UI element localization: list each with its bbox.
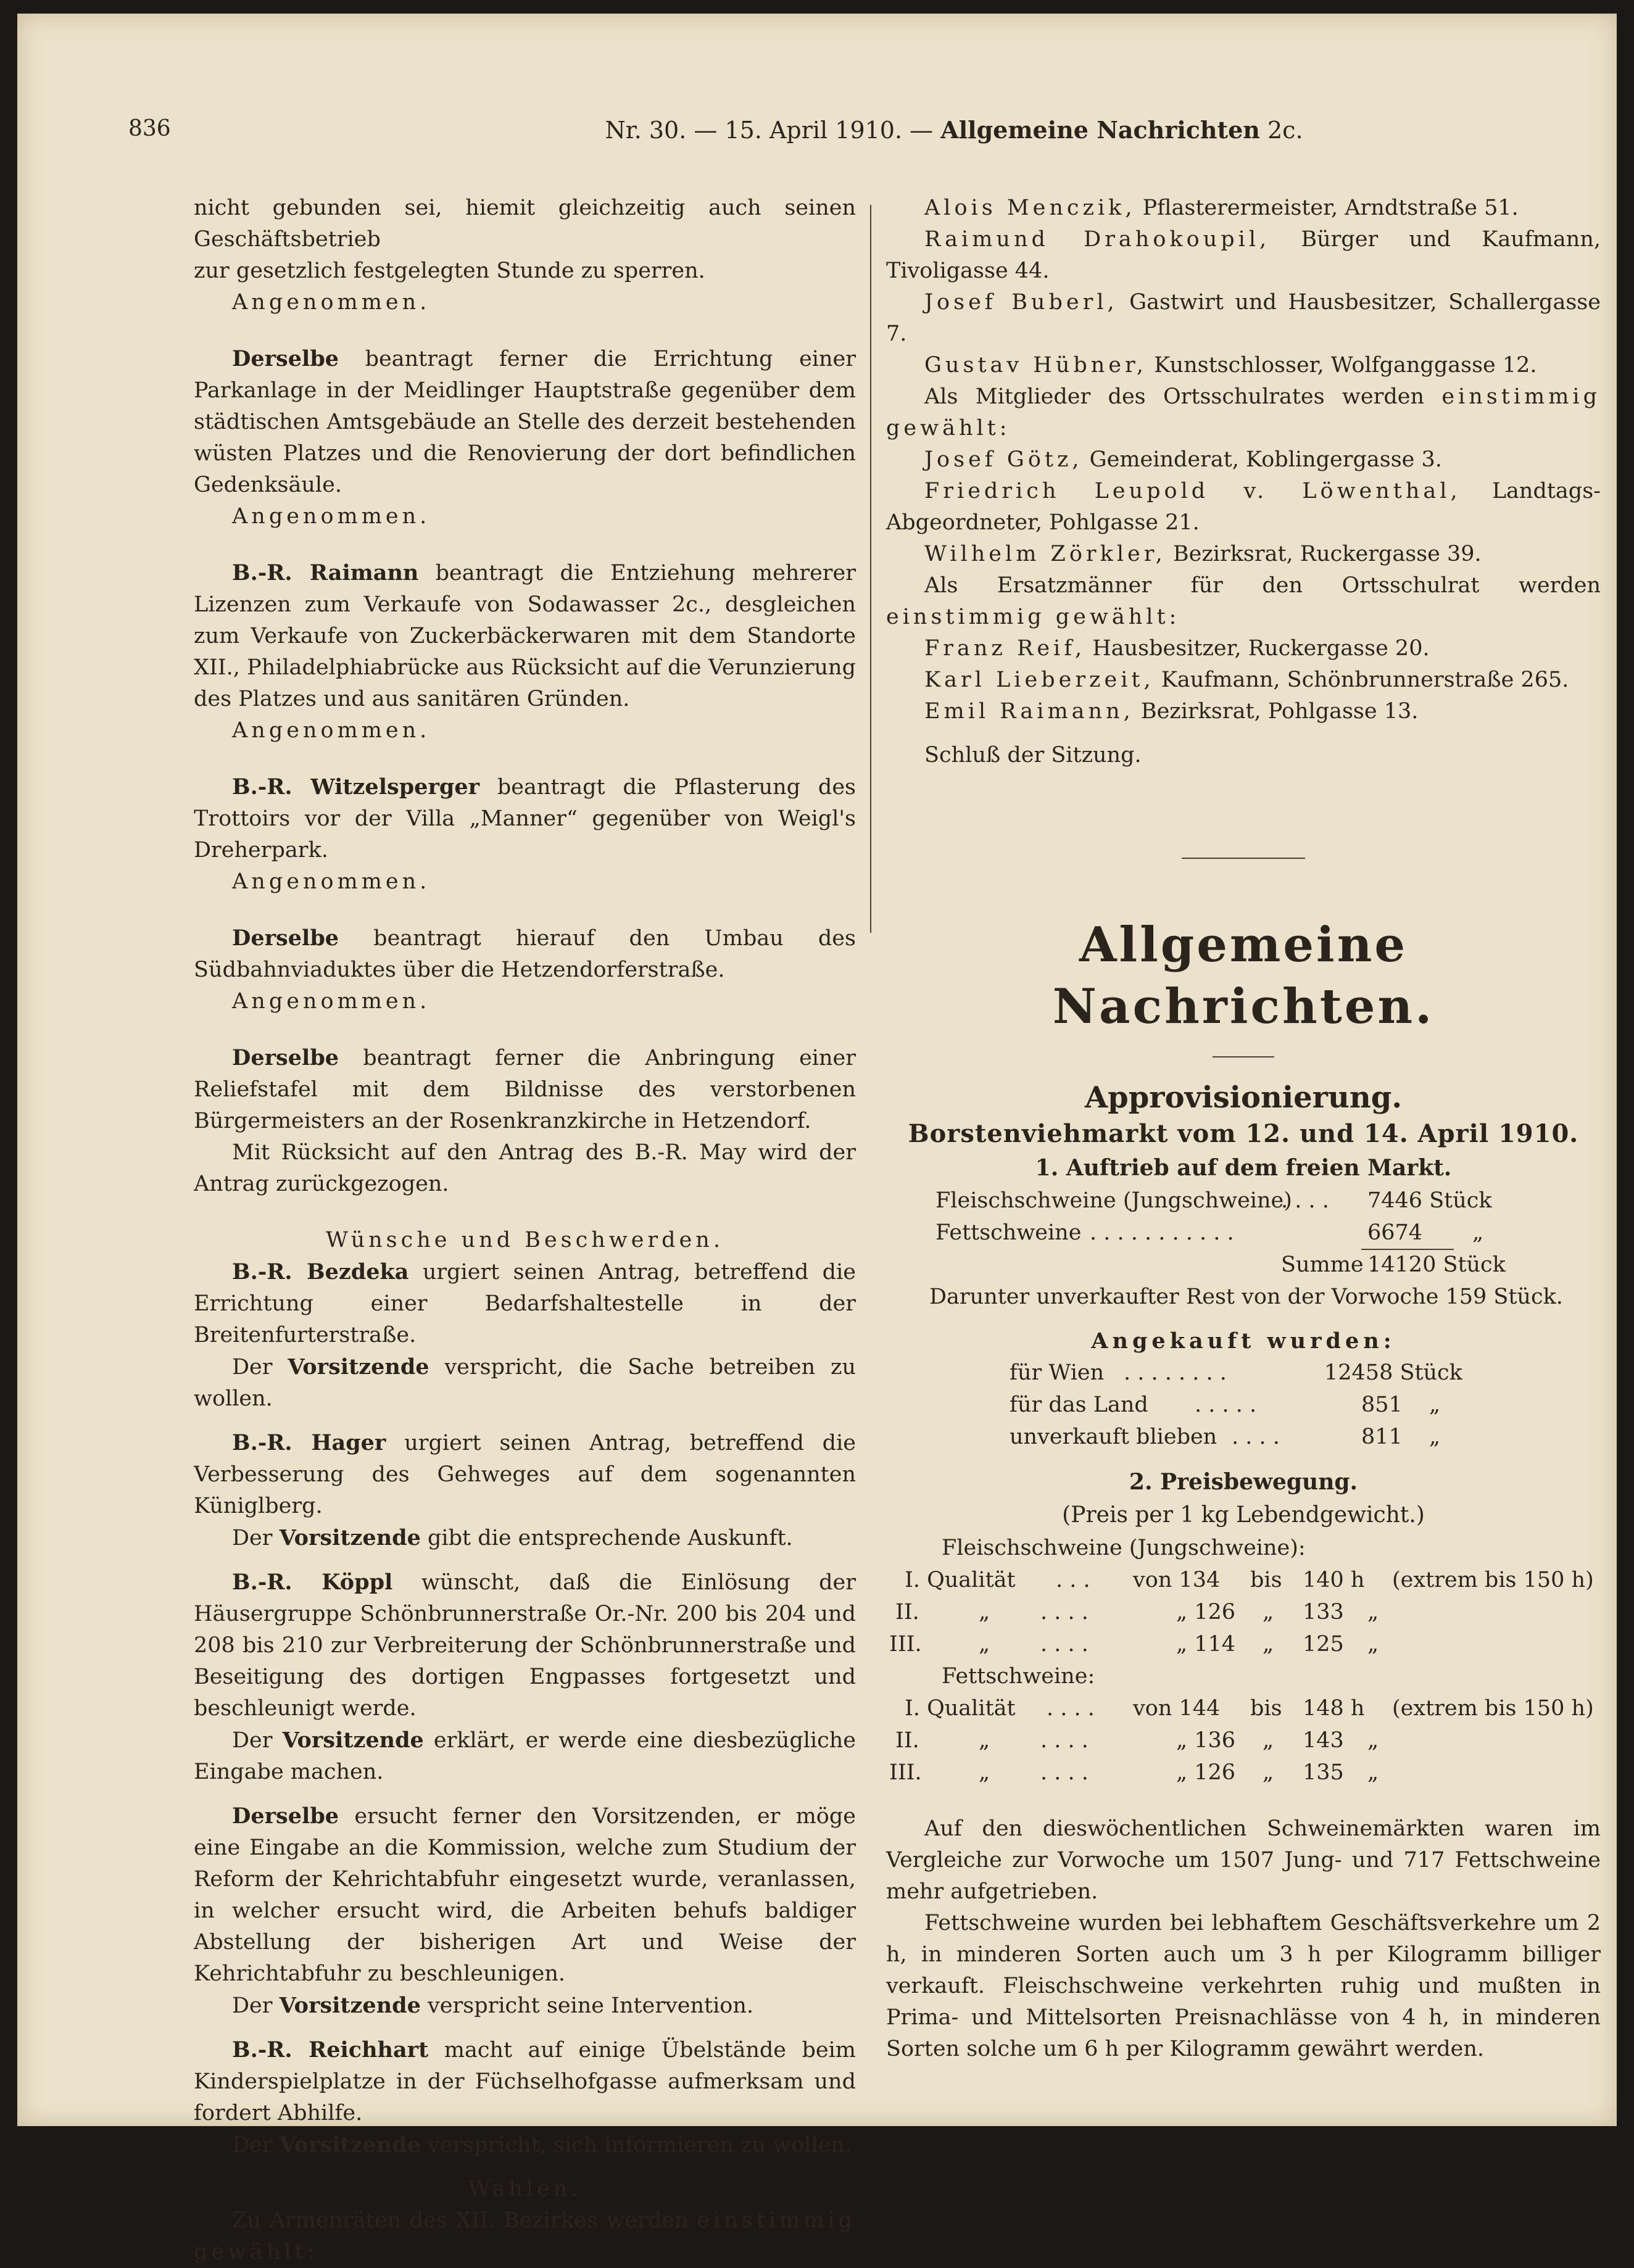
resolution-accepted: Angenommen.	[232, 290, 431, 315]
elected-person: Emil Raimann, Bezirksrat, Pohlgasse 13.	[924, 699, 1419, 724]
speaker: B.-R. Witzelsperger	[232, 774, 480, 800]
elected-person: Karl Lieberzeit, Kaufmann, Schönbrunnerstraße 265.	[924, 668, 1569, 692]
right-column	[886, 192, 1601, 2065]
chair-response: Der Vorsitzende verspricht seine Intervention.	[232, 1993, 754, 2018]
table-row: II. „ . . . . „ 126 „ 133 „	[895, 1600, 1379, 1624]
paragraph: Fettschweine wurden bei lebhaftem Geschäftsverkehre um 2 h, in minderen Sorten auch um 3 h per Kilogramm billiger verkauft. Fleischschweine verkehrten ruhig und mußten in Prima- und Mittelsorten Preisnachlässe von 4 h, in minderen Sorten solche um 6 h per Kilogramm gewährt werden.	[886, 1911, 1601, 2061]
purchase-table	[886, 1357, 1601, 1453]
elected-person: Raimund Drahokoupil, Bürger und Kaufmann, Tivoligasse 44.	[886, 227, 1601, 283]
resolution-accepted: Angenommen.	[232, 989, 431, 1014]
table-row: III. „ . . . . „ 126 „ 135 „	[889, 1760, 1379, 1785]
motion-paragraph: B.-R. Hager urgiert seinen Antrag, betreffend die Verbesserung des Gehweges auf dem sogenannten Küniglberg.	[194, 1430, 856, 1518]
article-heading: Approvisionierung.	[1084, 1080, 1403, 1115]
closing-note: Schluß der Sitzung.	[924, 743, 1142, 768]
table-row: für das Land . . . . . 851 „	[1010, 1393, 1441, 1417]
motion-paragraph: Derselbe beantragt ferner die Errichtung einer Parkanlage in der Meidlinger Hauptstraße gegenüber dem städtischen Amtsgebäude an Stelle des derzeit bestehenden wüsten Platzes und die Renovierung der dort befindlichen Gedenksäule.	[194, 346, 856, 497]
title-rule	[1213, 1056, 1274, 1057]
motion-paragraph: B.-R. Köppl wünscht, daß die Einlösung der Häusergruppe Schönbrunnerstraße Or.-Nr. 200 bis 204 und 208 bis 210 zur Verbreiterung der Schönbrunnerstraße und Beseitigung des dortigen Engpasses fortgesetzt und beschleunigt werde.	[194, 1570, 856, 1721]
section-rule	[1182, 858, 1305, 859]
paragraph: Mit Rücksicht auf den Antrag des B.-R. May wird der Antrag zurückgezogen.	[194, 1140, 856, 1196]
running-title	[313, 116, 1595, 144]
elected-person: Josef Götz, Gemeinderat, Koblingergasse 3.	[924, 447, 1442, 472]
section-name: Allgemeine Nachrichten	[940, 116, 1260, 144]
motion-paragraph: B.-R. Reichhart macht auf einige Übelstände beim Kinderspielplatze in der Füchselhofgasse aufmerksam und fordert Abhilfe.	[194, 2037, 856, 2125]
speaker: B.-R. Köppl	[232, 1570, 393, 1595]
table-subheading: (Preis per 1 kg Lebendgewicht.)	[1062, 1502, 1425, 1528]
table-row: für Wien . . . . . . . . 12458 Stück	[1010, 1360, 1462, 1385]
elected-person: Franz Reif, Hausbesitzer, Ruckergasse 20.	[924, 636, 1430, 661]
chair-response: Der Vorsitzende verspricht, sich informieren zu wollen.	[232, 2132, 852, 2158]
chair-response: Der Vorsitzende erklärt, er werde eine diesbezügliche Eingabe machen.	[194, 1728, 856, 1784]
speaker: B.-R. Hager	[232, 1430, 386, 1455]
speaker: B.-R. Reichhart	[232, 2037, 429, 2063]
speaker: B.-R. Bezdeka	[232, 1259, 409, 1285]
resolution-accepted: Angenommen.	[232, 869, 431, 894]
header-suffix: 2c.	[1267, 117, 1303, 144]
speaker: Derselbe	[232, 1803, 339, 1829]
speaker: Derselbe	[232, 1045, 339, 1070]
chair-response: Der Vorsitzende verspricht, die Sache betreiben zu wollen.	[194, 1354, 856, 1411]
subsection-heading: Wahlen.	[468, 2177, 582, 2201]
paragraph: Zu Armenräten des XII. Bezirkes werden einstimmig gewählt:	[194, 2208, 856, 2264]
motion-paragraph: B.-R. Witzelsperger beantragt die Pflasterung des Trottoirs vor der Villa „Manner“ gegenüber von Weigl's Dreherpark.	[194, 774, 856, 863]
motion-paragraph: Derselbe ersucht ferner den Vorsitzenden, er möge eine Eingabe an die Kommission, welche zum Studium der Reform der Kehrichtabfuhr eingesetzt wurde, veranlassen, in welcher ersucht wird, die Arbeiten behufs baldiger Abstellung der bisherigen Art und Weise der Kehrichtabfuhr zu beschleunigen.	[194, 1803, 856, 1986]
resolution-accepted: Angenommen.	[232, 504, 431, 529]
paragraph: Als Mitglieder des Ortsschulrates werden einstimmig gewählt:	[886, 384, 1601, 441]
paragraph: Auf den dieswöchentlichen Schweinemärkten waren im Vergleiche zur Vorwoche um 1507 Jung- und 717 Fettschweine mehr aufgetrieben.	[886, 1816, 1601, 1904]
speaker: Derselbe	[232, 925, 339, 951]
table-row: I. Qualität . . . . von 144 bis 148 h (extrem bis 150 h)	[905, 1696, 1594, 1721]
table-row: II. „ . . . . „ 136 „ 143 „	[895, 1728, 1379, 1753]
motion-paragraph: Derselbe beantragt ferner die Anbringung einer Reliefstafel mit dem Bildnisse des verstorbenen Bürgermeisters an der Rosenkranzkirche in Hetzendorf.	[194, 1045, 856, 1133]
subsection-heading: Wünsche und Beschwerden.	[326, 1228, 724, 1252]
issue-info: Nr. 30. — 15. April 1910. —	[605, 117, 934, 144]
motion-paragraph: B.-R. Bezdeka urgiert seinen Antrag, betreffend die Errichtung einer Bedarfshaltestelle in der Breitenfurterstraße.	[194, 1259, 856, 1347]
elected-person: Josef Buberl, Gastwirt und Hausbesitzer, Schallergasse 7.	[886, 290, 1601, 346]
table-row: III. „ . . . . „ 114 „ 125 „	[889, 1632, 1379, 1657]
supply-table	[886, 1185, 1601, 1313]
elected-person: Wilhelm Zörkler, Bezirksrat, Ruckergasse 39.	[924, 542, 1482, 566]
table-row: Fleischschweine (Jungschweine):	[942, 1536, 1306, 1560]
table-row: Fettschweine:	[942, 1664, 1095, 1689]
section-title: Allgemeine Nachrichten.	[1052, 917, 1435, 1035]
table-row: Fleischschweine (Jungschweine) . . . . 7446 Stück	[935, 1188, 1492, 1213]
motion-paragraph: Derselbe beantragt hierauf den Umbau des Südbahnviaduktes über die Hetzendorferstraße.	[194, 925, 856, 982]
elected-person: Alois Menczik, Pflasterermeister, Arndtstraße 51.	[924, 196, 1519, 220]
price-table	[886, 1532, 1601, 1789]
article-subheading: Borstenviehmarkt vom 12. und 14. April 1910.	[908, 1119, 1579, 1148]
elected-person: Friedrich Leupold v. Löwenthal, Landtags-Abgeordneter, Pohlgasse 21.	[886, 479, 1601, 535]
table-heading: 2. Preisbewegung.	[1129, 1469, 1358, 1495]
table-row: I. Qualität . . . von 134 bis 140 h (extrem bis 150 h)	[905, 1568, 1594, 1592]
speaker: B.-R. Raimann	[232, 560, 419, 586]
table-row: unverkauft blieben . . . . 811 „	[1010, 1425, 1441, 1449]
newspaper-page	[17, 14, 1617, 2264]
column-divider	[870, 205, 871, 933]
purchased-heading: Angekauft wurden:	[1091, 1328, 1396, 1354]
table-row: Darunter unverkaufter Rest von der Vorwoche 159 Stück.	[929, 1285, 1563, 1309]
speaker: Derselbe	[232, 346, 339, 371]
table-row-sum: Summe . 14120 Stück	[1281, 1252, 1506, 1277]
motion-paragraph: B.-R. Raimann beantragt die Entziehung mehrerer Lizenzen zum Verkaufe von Sodawasser 2c., desgleichen zum Verkaufe von Zuckerbäckerwaren mit dem Standorte XII., Philadelphiabrücke aus Rücksicht auf die Verunzierung des Platzes und aus sanitären Gründen.	[194, 560, 856, 711]
table-heading: 1. Auftrieb auf dem freien Markt.	[1035, 1155, 1452, 1181]
page-number: 836	[128, 116, 171, 141]
table-row: Fettschweine . . . . . . . . . . . 6674 „	[886, 1217, 1601, 1249]
left-column	[194, 192, 856, 2268]
elected-person: Gustav Hübner, Kunstschlosser, Wolfganggasse 12.	[924, 353, 1537, 378]
paragraph: nicht gebunden sei, hiemit gleichzeitig auch seinen Geschäftsbetrieb zur gesetzlich festgelegten Stunde zu sperren.	[194, 196, 856, 283]
chair-response: Der Vorsitzende gibt die entsprechende Auskunft.	[232, 1525, 793, 1550]
paragraph: Als Ersatzmänner für den Ortsschulrat werden einstimmig gewählt:	[886, 573, 1601, 629]
page-header	[128, 116, 1595, 153]
resolution-accepted: Angenommen.	[232, 718, 431, 743]
